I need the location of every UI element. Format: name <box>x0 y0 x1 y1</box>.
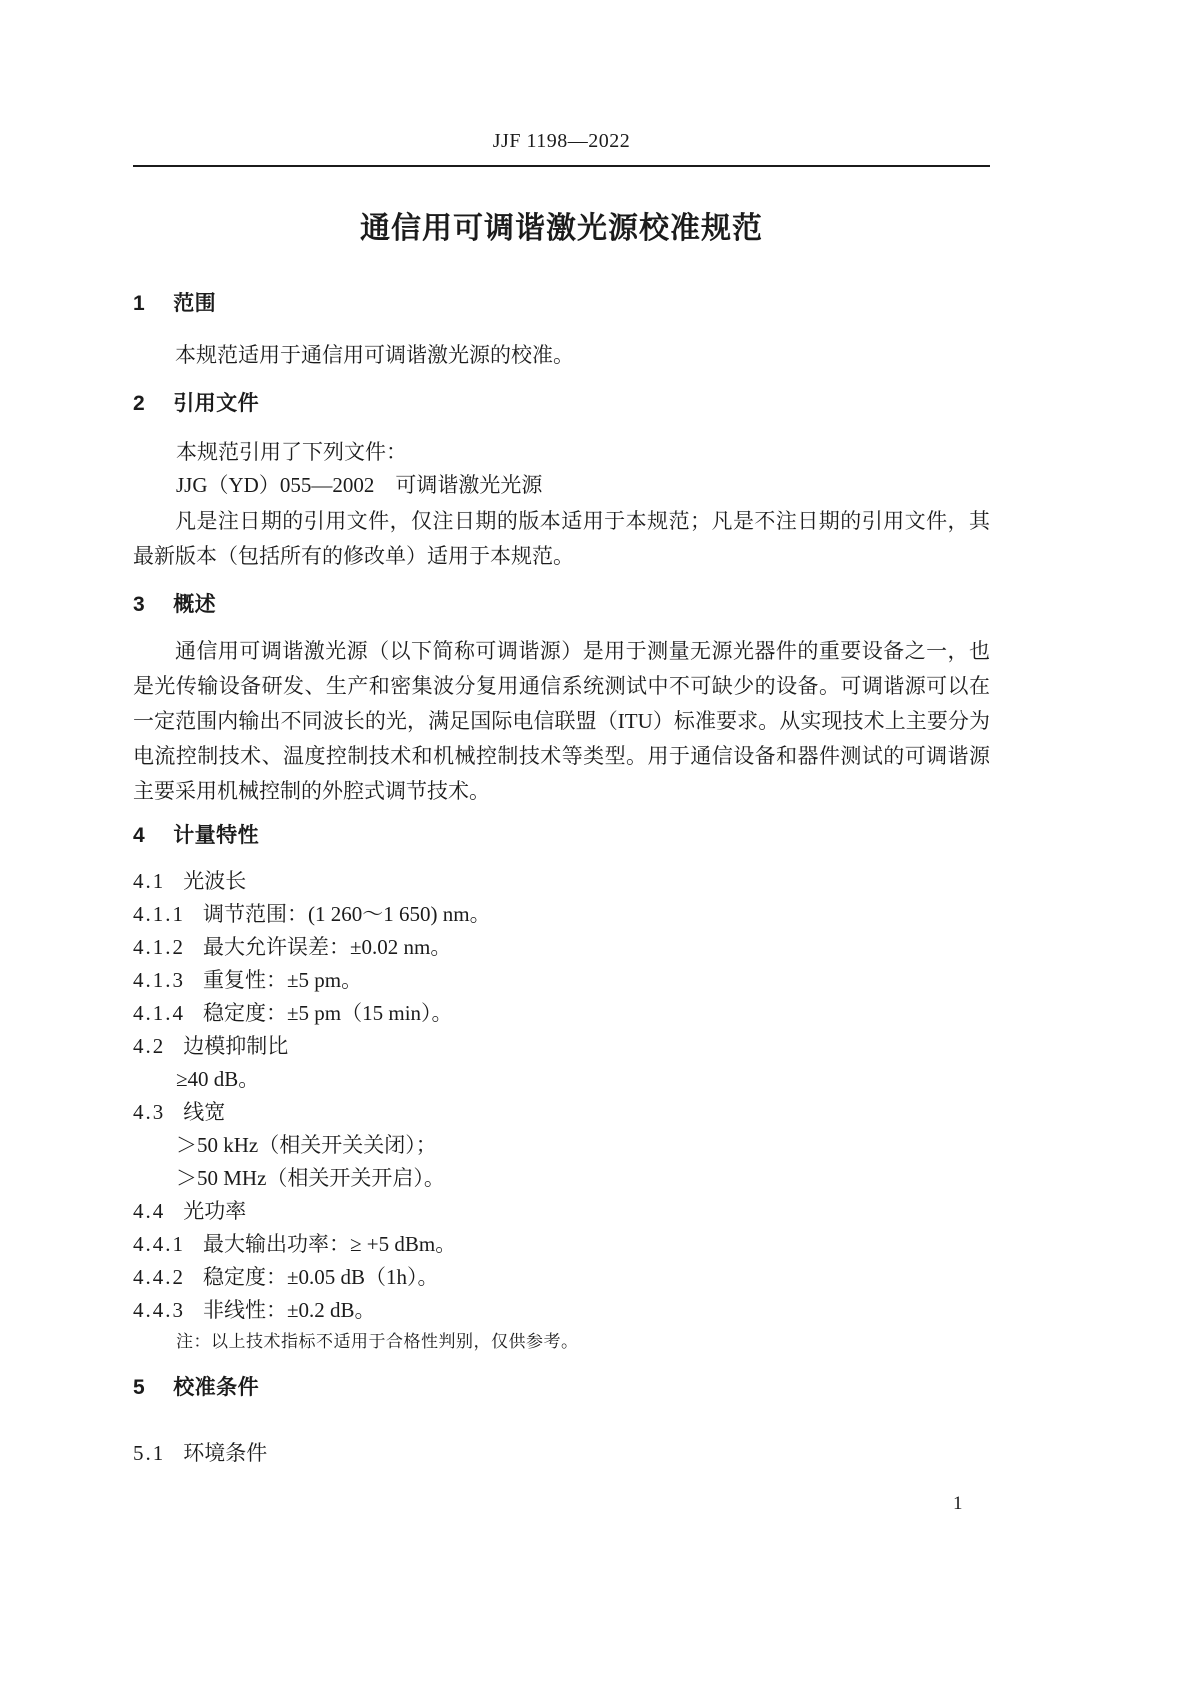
spec-item-text: ＞50 MHz（相关开关开启）。 <box>176 1166 445 1190</box>
spec-item-text: 最大输出功率：≥ +5 dBm。 <box>203 1232 457 1256</box>
section-number: 1 <box>133 292 146 315</box>
spec-value-linewidth-off <box>133 1129 990 1162</box>
section-heading-metrological <box>133 823 990 849</box>
section-label: 范围 <box>173 292 217 315</box>
overview-paragraph: 通信用可调谐激光源（以下简称可调谐源）是用于测量无源光器件的重要设备之一，也是光传输设备研发、生产和密集波分复用通信系统测试中不可缺少的设备。可调谐源可以在一定范围内输出不同波长的光，满足国际电信联盟（ITU）标准要求。从实现技术上主要分为电流控制技术、温度控制技术和机械控制技术等类型。用于通信设备和器件测试的可调谐源主要采用机械控制的外腔式调节技术。 <box>133 639 990 803</box>
page-content <box>0 129 1191 1470</box>
spec-item-text: ＞50 kHz（相关开关关闭）； <box>176 1133 437 1157</box>
section-number: 5 <box>133 1376 146 1399</box>
section-calibration-conditions <box>133 1375 990 1470</box>
spec-item-number: 4.1.3 <box>133 968 185 992</box>
spec-item-4-1 <box>133 865 990 898</box>
spec-item-4-4 <box>133 1195 990 1228</box>
document-title: 通信用可调谐激光源校准规范 <box>360 212 763 245</box>
spec-item-4-4-2 <box>133 1261 990 1294</box>
spec-item-4-3 <box>133 1096 990 1129</box>
spec-item-4-4-3 <box>133 1294 990 1327</box>
spec-item-4-1-4 <box>133 997 990 1030</box>
spec-value-linewidth-on <box>133 1162 990 1195</box>
reference-entry-line: JJG（YD）055—2002 可调谐激光光源 <box>176 473 543 497</box>
spec-item-number: 4.1.1 <box>133 902 185 926</box>
spec-item-number: 4.1.4 <box>133 1001 185 1025</box>
section-scope <box>133 291 990 373</box>
section-label: 概述 <box>173 593 217 616</box>
section-label: 引用文件 <box>173 392 260 415</box>
section-heading-overview <box>133 592 990 618</box>
spec-item-number: 4.3 <box>133 1100 166 1124</box>
section-heading-calibration <box>133 1375 990 1401</box>
references-intro-line: 本规范引用了下列文件： <box>176 440 407 464</box>
section-number: 3 <box>133 593 146 616</box>
spec-item-4-4-1 <box>133 1228 990 1261</box>
spec-item-number: 4.4 <box>133 1199 166 1223</box>
section-label: 计量特性 <box>173 824 260 847</box>
technical-note: 注：以上技术指标不适用于合格性判别，仅供参考。 <box>176 1332 579 1351</box>
section-number: 2 <box>133 392 146 415</box>
spec-item-4-1-1 <box>133 898 990 931</box>
spec-item-text: ≥40 dB。 <box>176 1067 260 1091</box>
spec-item-text: 调节范围：(1 260～1 650) nm。 <box>203 902 491 926</box>
spec-item-text: 稳定度：±0.05 dB（1h）。 <box>203 1265 439 1289</box>
section-metrological-characteristics <box>133 823 990 1357</box>
spec-item-text: 光波长 <box>183 869 247 893</box>
section-label: 校准条件 <box>173 1376 260 1399</box>
section-heading-scope <box>133 291 990 317</box>
spec-item-4-2 <box>133 1030 990 1063</box>
spec-item-number: 4.1 <box>133 869 166 893</box>
spec-item-4-1-2 <box>133 931 990 964</box>
page-number: 1 <box>953 1493 963 1514</box>
spec-value-smsr <box>133 1063 990 1096</box>
spec-item-text: 线宽 <box>183 1100 226 1124</box>
doc-code: JJF 1198—2022 <box>492 130 631 152</box>
spec-item-text: 光功率 <box>183 1199 247 1223</box>
spec-item-number: 4.2 <box>133 1034 166 1058</box>
page-header <box>133 129 990 167</box>
spec-item-text: 重复性：±5 pm。 <box>203 968 363 992</box>
spec-item-text: 稳定度：±5 pm（15 min）。 <box>203 1001 453 1025</box>
spec-item-number: 4.4.1 <box>133 1232 185 1256</box>
section-heading-references <box>133 391 990 417</box>
spec-item-text: 非线性：±0.2 dB。 <box>203 1298 376 1322</box>
section-references <box>133 391 990 574</box>
spec-item-number: 4.1.2 <box>133 935 185 959</box>
spec-item-number: 4.4.2 <box>133 1265 185 1289</box>
spec-item-number: 5.1 <box>133 1441 166 1465</box>
header-rule <box>133 165 990 167</box>
spec-item-5-1 <box>133 1437 990 1470</box>
spec-item-text: 最大允许误差：±0.02 nm。 <box>203 935 452 959</box>
references-note-paragraph: 凡是注日期的引用文件，仅注日期的版本适用于本规范；凡是不注日期的引用文件，其最新版本（包括所有的修改单）适用于本规范。 <box>133 509 990 568</box>
spec-item-4-1-3 <box>133 964 990 997</box>
scope-paragraph: 本规范适用于通信用可调谐激光源的校准。 <box>175 343 574 367</box>
spec-item-text: 环境条件 <box>183 1441 268 1465</box>
spec-item-text: 边模抑制比 <box>183 1034 289 1058</box>
spec-item-number: 4.4.3 <box>133 1298 185 1322</box>
section-overview <box>133 592 990 809</box>
section-number: 4 <box>133 824 146 847</box>
